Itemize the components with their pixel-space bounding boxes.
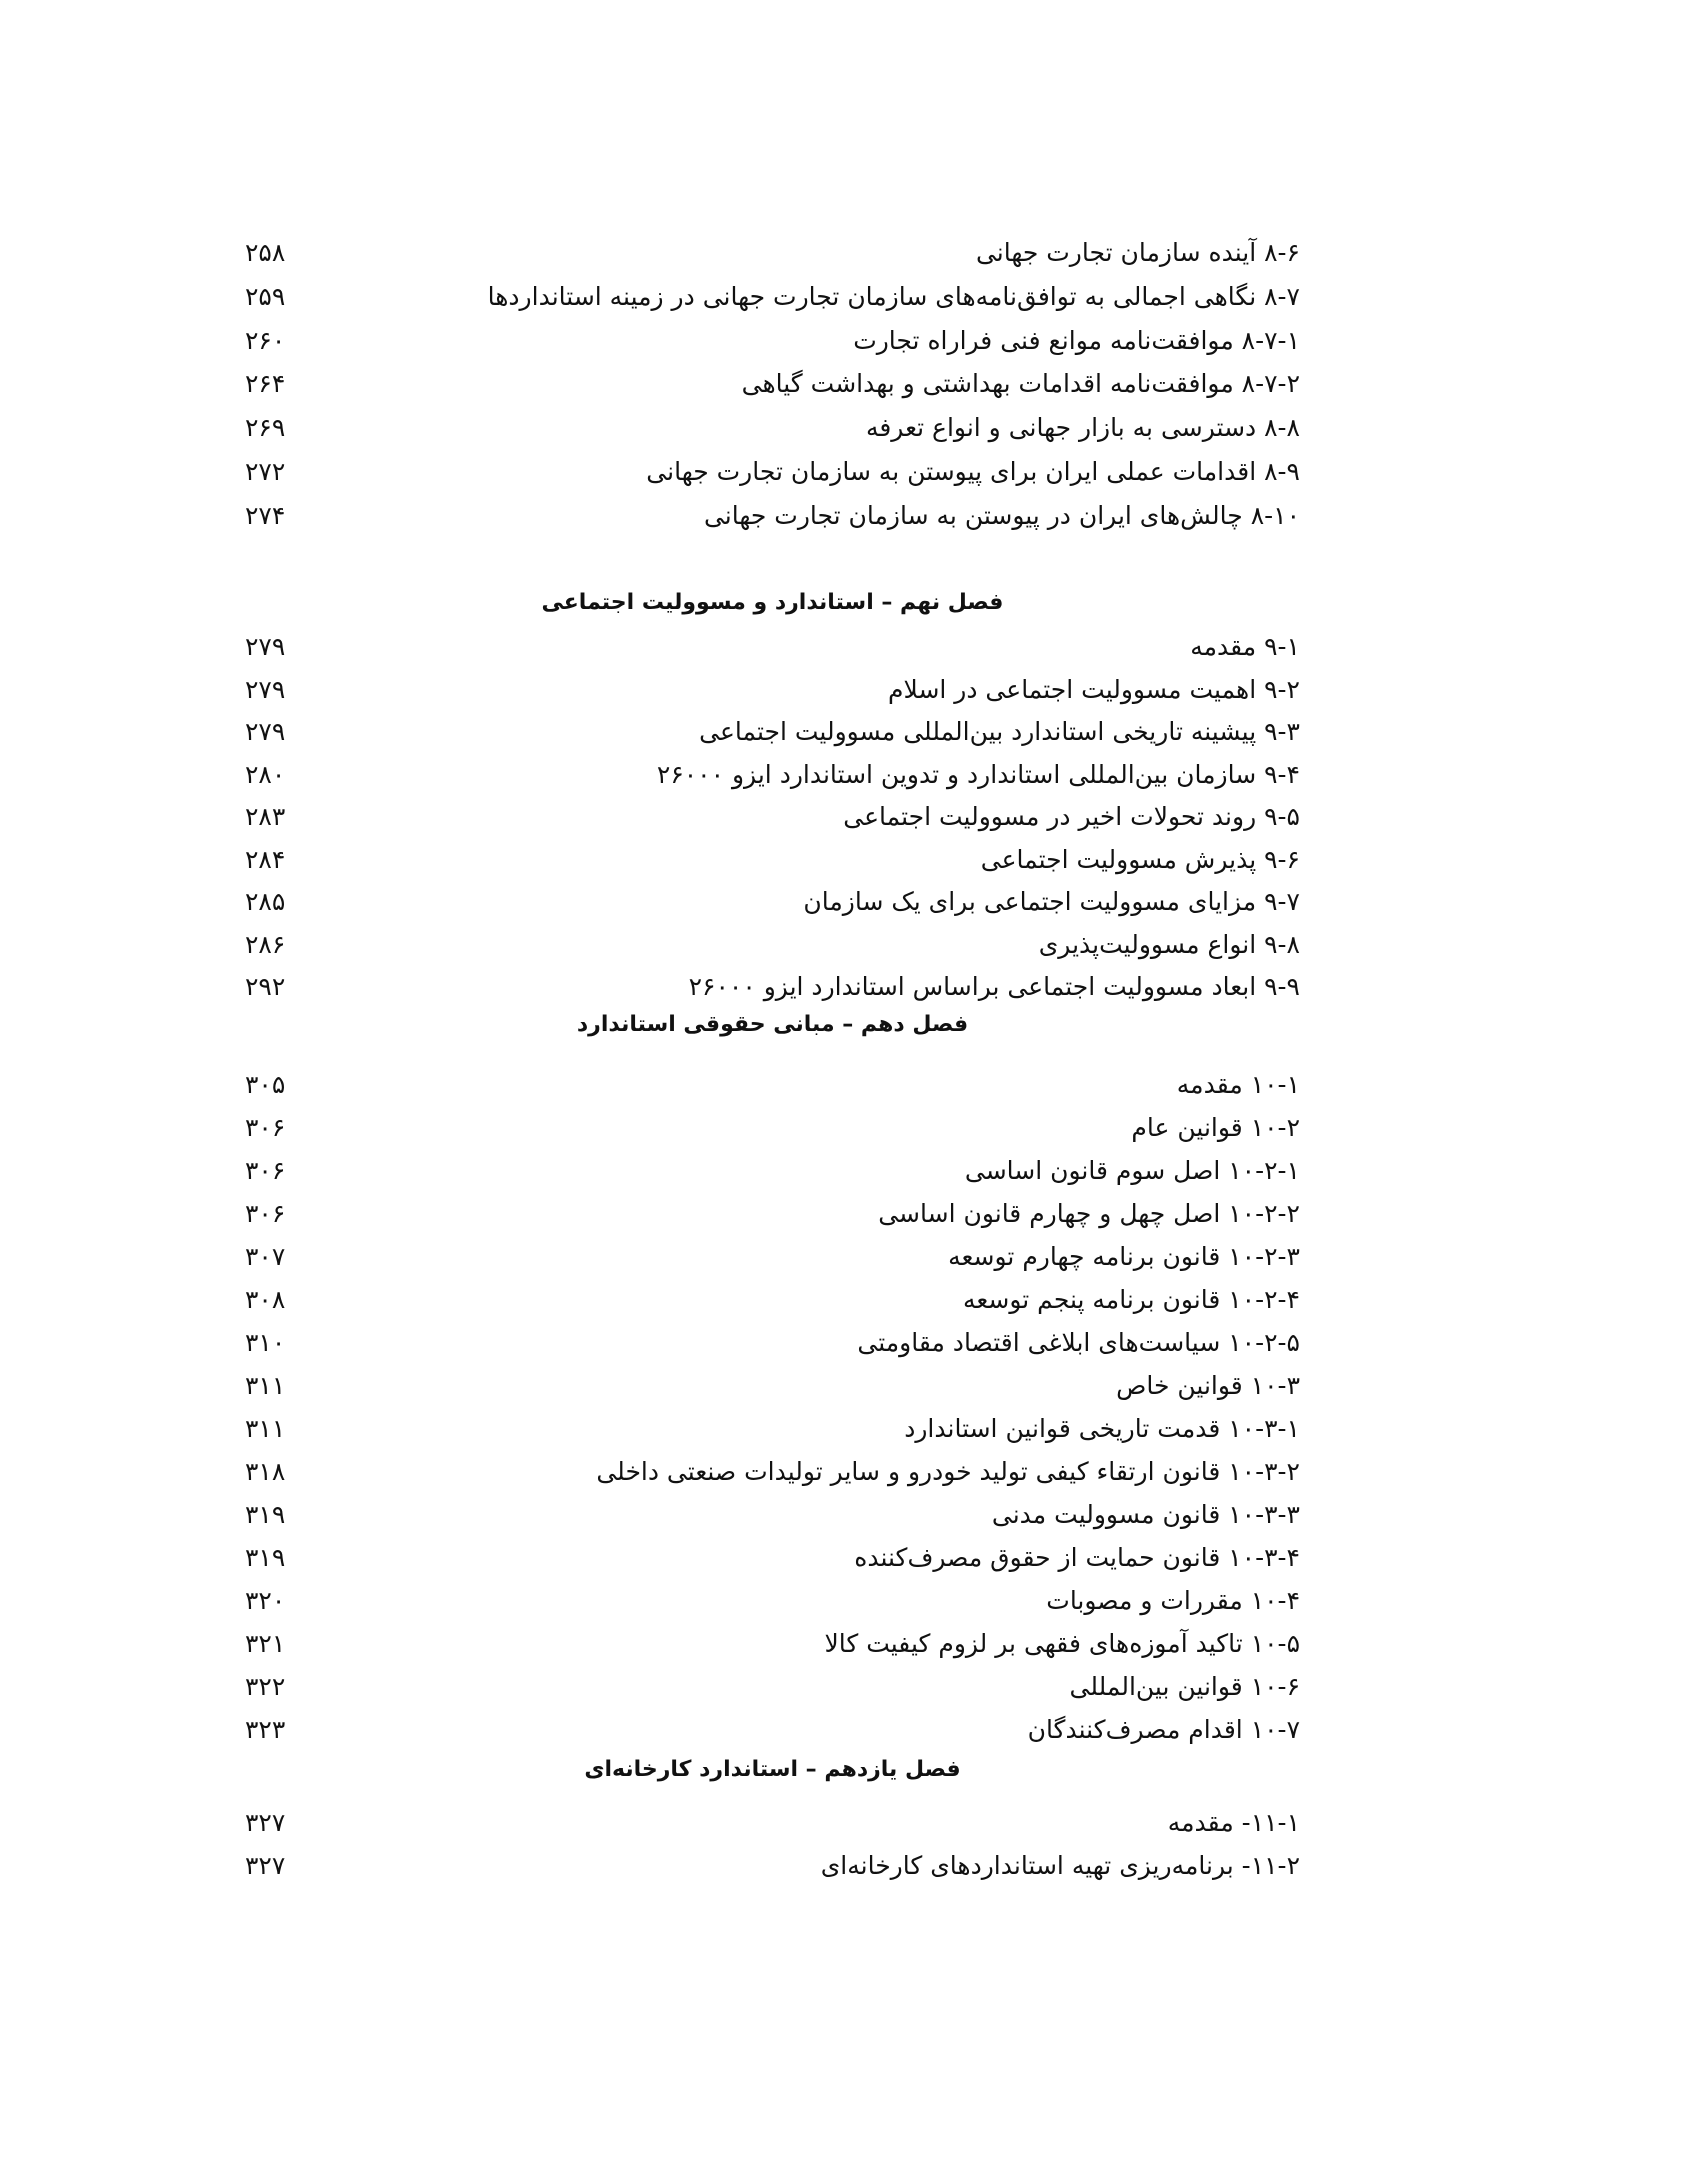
toc-entry-page: ۳۱۱ (245, 1371, 286, 1400)
toc-entry-8-6 (245, 233, 1300, 273)
toc-entry-page: ۳۲۷ (245, 1851, 286, 1880)
toc-entry-9-1 (245, 627, 1300, 667)
toc-entry-page: ۲۵۸ (245, 238, 286, 267)
toc-entry-title: ۹-۶ پذیرش مسوولیت اجتماعی (980, 845, 1300, 874)
toc-entry-title: ۱۱-۱- مقدمه (1167, 1808, 1300, 1837)
toc-entry-9-4 (245, 755, 1300, 795)
toc-entry-title: ۱۰-۲ قوانین عام (1131, 1113, 1300, 1142)
toc-entry-title: ۸-۱۰ چالش‌های ایران در پیوستن به سازمان تجارت جهانی (703, 501, 1300, 530)
toc-entry-10-2-4 (245, 1280, 1300, 1320)
toc-entry-title: ۸-۸ دسترسی به بازار جهانی و انواع تعرفه (865, 413, 1300, 442)
toc-entry-page: ۳۱۸ (245, 1457, 286, 1486)
toc-entry-page: ۳۱۹ (245, 1500, 286, 1529)
toc-entry-title: ۱۰-۲-۲ اصل چهل و چهارم قانون اساسی (878, 1199, 1300, 1228)
toc-entry-title: ۱۰-۶ قوانین بین‌المللی (1069, 1672, 1300, 1701)
toc-entry-title: ۹-۵ روند تحولات اخیر در مسوولیت اجتماعی (843, 802, 1300, 831)
toc-entry-8-7 (245, 277, 1300, 317)
toc-entry-title: ۹-۳ پیشینه تاریخی استاندارد بین‌المللی مسوولیت اجتماعی (699, 717, 1300, 746)
toc-entry-title: ۸-۶ آینده سازمان تجارت جهانی (975, 238, 1300, 267)
toc-entry-page: ۲۸۵ (245, 887, 286, 916)
toc-entry-page: ۳۰۵ (245, 1070, 286, 1099)
toc-entry-10-5 (245, 1624, 1300, 1664)
chapter-9-heading: فصل نهم – استاندارد و مسوولیت اجتماعی (541, 590, 1004, 615)
toc-entry-page: ۲۶۰ (245, 326, 286, 355)
toc-entry-page: ۳۲۷ (245, 1808, 286, 1837)
toc-entry-page: ۲۷۹ (245, 717, 286, 746)
toc-entry-title: ۹-۷ مزایای مسوولیت اجتماعی برای یک سازمان (803, 887, 1300, 916)
toc-entry-8-8 (245, 408, 1300, 448)
toc-entry-title: ۱۰-۲-۵ سیاست‌های ابلاغی اقتصاد مقاومتی (857, 1328, 1300, 1357)
toc-entry-page: ۳۰۶ (245, 1113, 286, 1142)
toc-entry-10-2-3 (245, 1237, 1300, 1277)
toc-entry-10-3 (245, 1366, 1300, 1406)
toc-entry-page: ۲۷۹ (245, 675, 286, 704)
toc-entry-title: ۹-۴ سازمان بین‌المللی استاندارد و تدوین استاندارد ایزو ۲۶۰۰۰ (656, 760, 1300, 789)
toc-entry-9-2 (245, 670, 1300, 710)
toc-entry-9-6 (245, 840, 1300, 880)
toc-entry-title: ۱۰-۵ تاکید آموزه‌های فقهی بر لزوم کیفیت کالا (824, 1629, 1300, 1658)
toc-entry-10-2-1 (245, 1151, 1300, 1191)
toc-entry-page: ۳۲۱ (245, 1629, 286, 1658)
toc-entry-page: ۳۰۸ (245, 1285, 286, 1314)
toc-entry-page: ۲۶۴ (245, 369, 286, 398)
toc-entry-title: ۸-۷-۲ موافقت‌نامه اقدامات بهداشتی و بهداشت گیاهی (741, 369, 1300, 398)
toc-entry-title: ۹-۱ مقدمه (1190, 632, 1300, 661)
toc-entry-title: ۸-۹ اقدامات عملی ایران برای پیوستن به سازمان تجارت جهانی (646, 457, 1300, 486)
toc-entry-page: ۳۲۲ (245, 1672, 286, 1701)
toc-entry-9-7 (245, 882, 1300, 922)
toc-entry-title: ۹-۲ اهمیت مسوولیت اجتماعی در اسلام (888, 675, 1300, 704)
toc-entry-title: ۱۰-۳-۳ قانون مسوولیت مدنی (991, 1500, 1300, 1529)
toc-entry-title: ۱۱-۲- برنامه‌ریزی تهیه استانداردهای کارخانه‌ای (820, 1851, 1300, 1880)
toc-entry-10-3-1 (245, 1409, 1300, 1449)
toc-entry-page: ۳۱۹ (245, 1543, 286, 1572)
toc-entry-page: ۳۰۶ (245, 1199, 286, 1228)
toc-entry-title: ۱۰-۱ مقدمه (1176, 1070, 1300, 1099)
toc-entry-title: ۱۰-۲-۴ قانون برنامه پنجم توسعه (962, 1285, 1300, 1314)
toc-entry-10-3-3 (245, 1495, 1300, 1535)
toc-entry-page: ۳۰۶ (245, 1156, 286, 1185)
toc-entry-title: ۱۰-۷ اقدام مصرف‌کنندگان (1027, 1715, 1300, 1744)
toc-entry-title: ۸-۷ نگاهی اجمالی به توافق‌نامه‌های سازمان تجارت جهانی در زمینه استانداردها (487, 282, 1300, 311)
toc-entry-11-1 (245, 1803, 1300, 1843)
toc-entry-10-2-5 (245, 1323, 1300, 1363)
toc-entry-title: ۸-۷-۱ موافقت‌نامه موانع فنی فراراه تجارت (853, 326, 1300, 355)
toc-entry-page: ۲۷۴ (245, 501, 286, 530)
toc-entry-9-8 (245, 925, 1300, 965)
toc-entry-8-7-1 (245, 321, 1300, 361)
toc-entry-10-2 (245, 1108, 1300, 1148)
toc-entry-page: ۳۲۰ (245, 1586, 286, 1615)
toc-entry-10-1 (245, 1065, 1300, 1105)
toc-entry-10-3-2 (245, 1452, 1300, 1492)
toc-entry-title: ۱۰-۳-۱ قدمت تاریخی قوانین استاندارد (904, 1414, 1300, 1443)
toc-entry-page: ۳۱۱ (245, 1414, 286, 1443)
toc-entry-page: ۲۸۶ (245, 930, 286, 959)
toc-entry-page: ۲۸۳ (245, 802, 286, 831)
toc-entry-page: ۲۷۲ (245, 457, 286, 486)
toc-entry-8-9 (245, 452, 1300, 492)
toc-entry-title: ۱۰-۲-۱ اصل سوم قانون اساسی (964, 1156, 1300, 1185)
toc-entry-10-7 (245, 1710, 1300, 1750)
toc-entry-title: ۱۰-۳ قوانین خاص (1116, 1371, 1300, 1400)
toc-entry-title: ۱۰-۴ مقررات و مصوبات (1046, 1586, 1300, 1615)
chapter-11-heading: فصل یازدهم – استاندارد کارخانه‌ای (584, 1757, 961, 1782)
toc-entry-page: ۳۱۰ (245, 1328, 286, 1357)
toc-entry-page: ۳۲۳ (245, 1715, 286, 1744)
toc-entry-page: ۲۵۹ (245, 282, 286, 311)
toc-entry-page: ۲۹۲ (245, 972, 286, 1001)
chapter-10-heading: فصل دهم – مبانی حقوقی استاندارد (576, 1012, 969, 1037)
toc-entry-page: ۲۸۰ (245, 760, 286, 789)
toc-entry-10-4 (245, 1581, 1300, 1621)
toc-entry-page: ۲۸۴ (245, 845, 286, 874)
toc-entry-8-10 (245, 496, 1300, 536)
toc-entry-10-2-2 (245, 1194, 1300, 1234)
toc-entry-9-3 (245, 712, 1300, 752)
toc-entry-title: ۹-۹ ابعاد مسوولیت اجتماعی براساس استاندارد ایزو ۲۶۰۰۰ (688, 972, 1300, 1001)
toc-entry-page: ۲۷۹ (245, 632, 286, 661)
toc-entry-title: ۱۰-۳-۲ قانون ارتقاء کیفی تولید خودرو و سایر تولیدات صنعتی داخلی (596, 1457, 1300, 1486)
toc-entry-page: ۲۶۹ (245, 413, 286, 442)
toc-entry-10-3-4 (245, 1538, 1300, 1578)
toc-entry-11-2 (245, 1846, 1300, 1886)
toc-entry-title: ۱۰-۲-۳ قانون برنامه چهارم توسعه (948, 1242, 1300, 1271)
toc-entry-9-9 (245, 967, 1300, 1007)
toc-entry-title: ۹-۸ انواع مسوولیت‌پذیری (1038, 930, 1300, 959)
toc-entry-8-7-2 (245, 364, 1300, 404)
toc-entry-title: ۱۰-۳-۴ قانون حمایت از حقوق مصرف‌کننده (854, 1543, 1300, 1572)
toc-entry-page: ۳۰۷ (245, 1242, 286, 1271)
toc-entry-9-5 (245, 797, 1300, 837)
toc-entry-10-6 (245, 1667, 1300, 1707)
